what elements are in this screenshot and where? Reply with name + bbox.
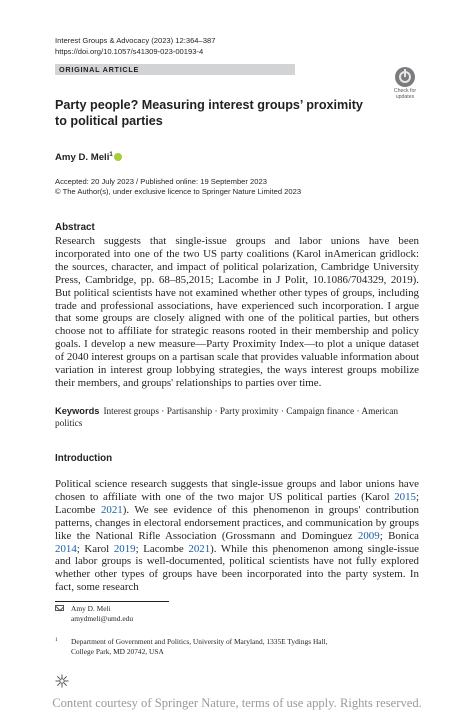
springer-horse-icon [55, 674, 69, 693]
keywords-list: Interest groups · Partisanship · Party proximity · Campaign finance · American politics [55, 407, 399, 429]
orcid-icon[interactable] [114, 153, 122, 161]
citation-link[interactable]: 2014 [55, 542, 77, 555]
footnote-email[interactable]: amydmeli@umd.edu [71, 614, 134, 623]
abstract-heading: Abstract [55, 222, 95, 233]
citation-link[interactable]: 2021 [100, 503, 123, 516]
author-line [55, 149, 122, 164]
courtesy-notice: Content courtesy of Springer Nature, terms of use apply. Rights reserved. [52, 696, 422, 710]
footnote-author: Amy D. Meli [71, 604, 111, 613]
title-line-1: Party people? Measuring interest groups’ proximity [55, 98, 363, 112]
journal-citation: Interest Groups & Advocacy (2023) 12:364–387 [55, 36, 216, 45]
keywords-block [55, 405, 419, 430]
introduction-heading: Introduction [55, 453, 113, 464]
citation-link[interactable]: 2019 [113, 542, 136, 555]
check-for-updates-icon [395, 67, 415, 87]
footnote-divider [55, 601, 169, 602]
footnote-affil-mark: 1 [55, 637, 58, 643]
footnote-affil-line-2: College Park, MD 20742, USA [71, 647, 164, 656]
check-for-updates-button[interactable] [391, 67, 419, 103]
citation-link[interactable]: 2009 [357, 529, 380, 542]
article-type-banner: ORIGINAL ARTICLE [55, 64, 295, 75]
citation-link[interactable]: 2015 [394, 490, 416, 503]
author-affiliation-mark: 1 [109, 152, 113, 158]
check-updates-line1: Check for [393, 88, 417, 94]
title-line-2: to political parties [55, 114, 163, 128]
journal-doi[interactable]: https://doi.org/10.1057/s41309-023-00193-4 [55, 47, 204, 56]
article-title [55, 97, 385, 129]
author-name[interactable]: Amy D. Meli [55, 152, 110, 164]
keywords-label: Keywords [55, 406, 100, 416]
citation-link[interactable]: 2021 [188, 542, 211, 555]
article-dates: Accepted: 20 July 2023 / Published online: 19 September 2023 [55, 177, 267, 186]
abstract-text: Research suggests that single-issue groups and labor unions have been incorporated into one of the two US party coalitions (Karol inAmerican gridlock: the sources, character, and impact of political polarization, Cambridge University Press, Cambridge, pp. 68–85,2015; Lacombe in J Polit, 10.1086/704329, 2019). But political scientists have not examined whether other types of groups, including trade and professional associations, have experienced such incorporation. I argue that some groups are closely aligned with one of the political parties, but others choose not to affiliate for strategic reasons rooted in their membership and policy goals. I develop a new measure—Party Proximity Index—to plot a unique dataset of 2040 interest groups on a partisan scale that provides valuable information about variation in interest group lobbying strategies, the ways interest groups mobilize their members, and groups' relationships to parties over time. [55, 235, 419, 389]
envelope-icon [55, 605, 64, 611]
copyright-notice: © The Author(s), under exclusive licence to Springer Nature Limited 2023 [55, 187, 302, 196]
footnote-affil-line-1: Department of Government and Politics, University of Maryland, 1335E Tydings Hall, [71, 637, 328, 646]
introduction-text: Political science research suggests that single-issue groups and labor unions have chosen to affiliate with one of the two major US political parties (Karol 2015; Lacombe 2021). We see evidence of this phenomenon in groups' contribution patterns, changes in electoral endorsement practices, and communication by groups like the National Rifle Association (Grossmann and Dominguez 2009; Bonica 2014; Karol 2019; Lacombe 2021). While this phenomenon among single-issue and labor groups is well-documented, political scientists have not fully explored whether other types of groups have been incorporated into the party system. In fact, some research [55, 478, 419, 594]
check-updates-line2: updates [395, 94, 415, 100]
